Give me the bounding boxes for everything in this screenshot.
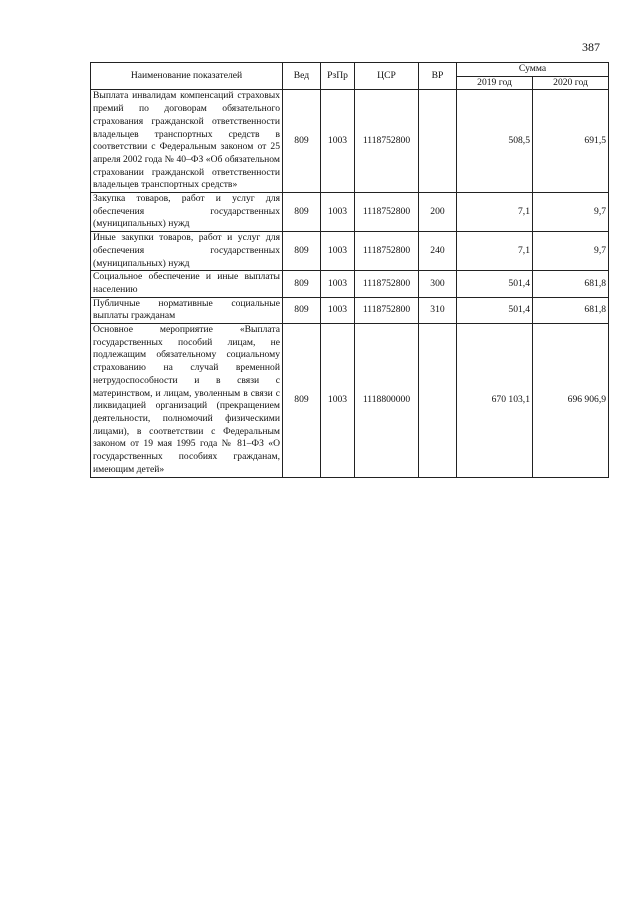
row-ved: 809 bbox=[283, 90, 321, 193]
table-row bbox=[91, 324, 609, 477]
row-sum-2019: 670 103,1 bbox=[457, 324, 533, 477]
row-name: Иные закупки товаров, работ и услуг для обеспечения государственных (муниципальных) нужд bbox=[91, 232, 283, 271]
row-rzpr: 1003 bbox=[321, 232, 355, 271]
row-csr: 1118752800 bbox=[355, 232, 419, 271]
row-ved: 809 bbox=[283, 271, 321, 297]
row-vr: 240 bbox=[419, 232, 457, 271]
row-ved: 809 bbox=[283, 193, 321, 232]
table-row bbox=[91, 271, 609, 297]
header-year-2020: 2020 год bbox=[533, 76, 609, 90]
row-vr: 310 bbox=[419, 297, 457, 323]
header-sum: Сумма bbox=[457, 63, 609, 77]
row-csr: 1118752800 bbox=[355, 271, 419, 297]
header-csr: ЦСР bbox=[355, 63, 419, 90]
row-sum-2019: 7,1 bbox=[457, 193, 533, 232]
row-rzpr: 1003 bbox=[321, 90, 355, 193]
row-sum-2019: 501,4 bbox=[457, 271, 533, 297]
row-vr: 300 bbox=[419, 271, 457, 297]
row-vr: 200 bbox=[419, 193, 457, 232]
page-number: 387 bbox=[582, 40, 600, 54]
row-rzpr: 1003 bbox=[321, 193, 355, 232]
row-csr: 1118752800 bbox=[355, 297, 419, 323]
row-ved: 809 bbox=[283, 324, 321, 477]
header-vr: ВР bbox=[419, 63, 457, 90]
row-name: Закупка товаров, работ и услуг для обеспечения государственных (муниципальных) нужд bbox=[91, 193, 283, 232]
row-sum-2020: 9,7 bbox=[533, 232, 609, 271]
table-row bbox=[91, 297, 609, 323]
row-rzpr: 1003 bbox=[321, 297, 355, 323]
row-vr bbox=[419, 90, 457, 193]
row-name: Социальное обеспечение и иные выплаты населению bbox=[91, 271, 283, 297]
row-rzpr: 1003 bbox=[321, 324, 355, 477]
table-row bbox=[91, 90, 609, 193]
row-csr: 1118800000 bbox=[355, 324, 419, 477]
row-sum-2020: 691,5 bbox=[533, 90, 609, 193]
row-ved: 809 bbox=[283, 232, 321, 271]
header-name: Наименование показателей bbox=[91, 63, 283, 90]
table-row bbox=[91, 193, 609, 232]
table-row bbox=[91, 232, 609, 271]
row-sum-2019: 7,1 bbox=[457, 232, 533, 271]
row-sum-2020: 681,8 bbox=[533, 271, 609, 297]
row-name: Выплата инвалидам компенсаций страховых премий по договорам обязательного страхования гражданской ответственности владельцев транспортных средств в соответствии с Федеральным законом от 25 апреля 2002 года № 40–ФЗ «Об обязательном страховании гражданской ответственности владельцев транспортных средств» bbox=[91, 90, 283, 193]
header-ved: Вед bbox=[283, 63, 321, 90]
row-name: Публичные нормативные социальные выплаты гражданам bbox=[91, 297, 283, 323]
row-sum-2020: 696 906,9 bbox=[533, 324, 609, 477]
header-rzpr: РзПр bbox=[321, 63, 355, 90]
row-csr: 1118752800 bbox=[355, 90, 419, 193]
row-sum-2019: 501,4 bbox=[457, 297, 533, 323]
budget-table bbox=[90, 62, 609, 478]
row-name: Основное мероприятие «Выплата государственных пособий лицам, не подлежащим обязательному социальному страхованию на случай временной нетрудоспособности и в связи с материнством, и лицам, уволенным в связи с ликвидацией организаций (прекращением деятельности, полномочий физическими лицами), в соответствии с Федеральным законом от 19 мая 1995 года № 81–ФЗ «О государственных пособиях гражданам, имеющим детей» bbox=[91, 324, 283, 477]
row-sum-2020: 9,7 bbox=[533, 193, 609, 232]
row-sum-2019: 508,5 bbox=[457, 90, 533, 193]
row-vr bbox=[419, 324, 457, 477]
row-rzpr: 1003 bbox=[321, 271, 355, 297]
header-year-2019: 2019 год bbox=[457, 76, 533, 90]
row-sum-2020: 681,8 bbox=[533, 297, 609, 323]
row-csr: 1118752800 bbox=[355, 193, 419, 232]
row-ved: 809 bbox=[283, 297, 321, 323]
